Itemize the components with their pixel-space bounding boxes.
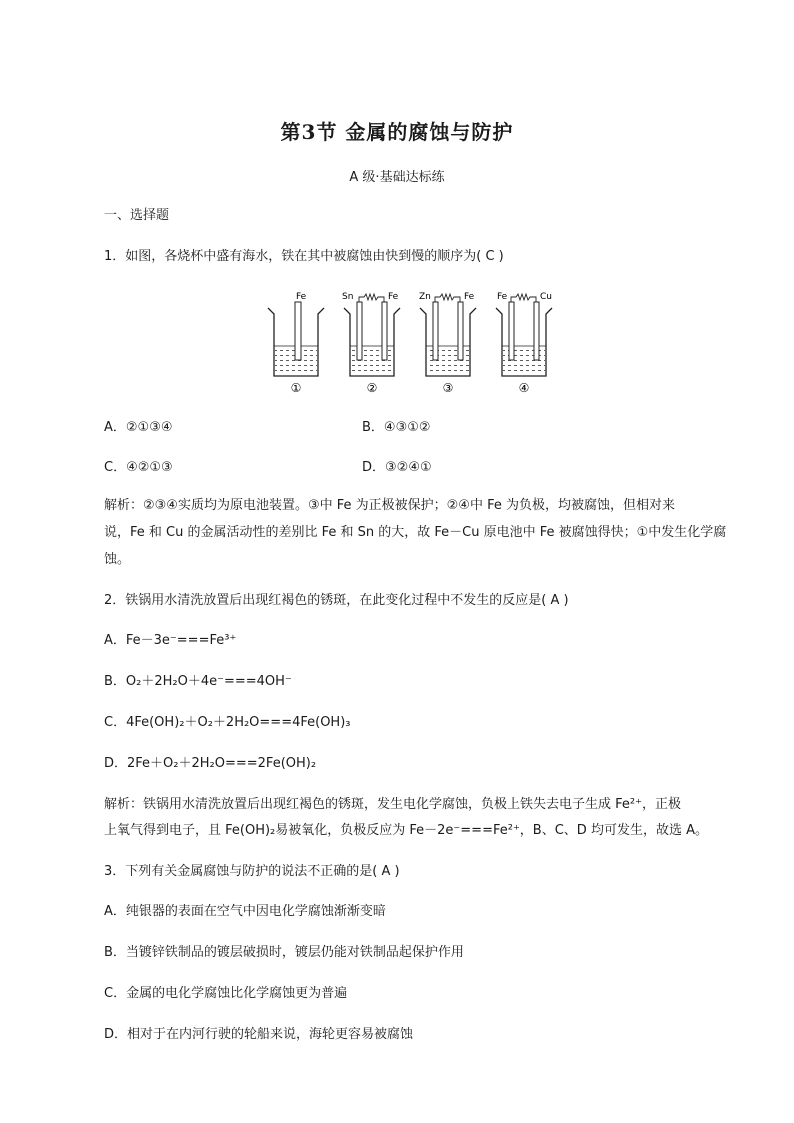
- beaker-1-number: ①: [290, 381, 302, 395]
- beaker-2: [342, 292, 400, 395]
- q1-option-a: A．②①③④: [104, 420, 173, 435]
- q3-option-c: C．金属的电化学腐蚀比化学腐蚀更为普遍: [104, 986, 348, 1001]
- section-heading: 一、选择题: [104, 208, 170, 223]
- q2-option-d: D．2Fe＋O₂＋2H₂O===2Fe(OH)₂: [104, 756, 317, 771]
- beaker-4-number: ④: [518, 381, 530, 395]
- beaker-3-number: ③: [442, 381, 454, 395]
- q3-stem: 3．下列有关金属腐蚀与防护的说法不正确的是( A ): [104, 864, 400, 879]
- q1-option-b: B．④③①②: [362, 420, 431, 435]
- q3-option-a: A．纯银器的表面在空气中因电化学腐蚀渐渐变暗: [104, 904, 386, 919]
- beaker-3: [419, 292, 476, 395]
- beaker-3-right-label: Fe: [464, 292, 475, 302]
- beaker-4-right-label: Cu: [540, 292, 552, 302]
- q2-analysis-line-2: 上氧气得到电子，且 Fe(OH)₂易被氧化，负极反应为 Fe－2e⁻===Fe²⁺，B、C、D 均可发生，故选 A。: [104, 823, 708, 838]
- q1-analysis-line-1: 解析：②③④实质均为原电池装置。③中 Fe 为正极被保护；②④中 Fe 为负极，均被腐蚀，但相对来: [104, 498, 675, 513]
- beaker-4: [496, 292, 552, 395]
- q2-option-b: B．O₂＋2H₂O＋4e⁻===4OH⁻: [104, 674, 292, 689]
- q2-stem: 2．铁锅用水清洗放置后出现红褐色的锈斑，在此变化过程中不发生的反应是( A ): [104, 593, 569, 608]
- beaker-3-left-label: Zn: [419, 292, 431, 302]
- q1-option-c: C．④②①③: [104, 460, 173, 475]
- beaker-1-left-label: Fe: [296, 292, 307, 302]
- level-heading: A 级·基础达标练: [349, 170, 445, 185]
- beaker-2-left-label: Sn: [342, 292, 354, 302]
- beaker-1: [268, 292, 324, 395]
- q2-option-a: A．Fe－3e⁻===Fe³⁺: [104, 633, 237, 648]
- q2-option-c: C．4Fe(OH)₂＋O₂＋2H₂O===4Fe(OH)₃: [104, 715, 351, 730]
- beaker-4-left-label: Fe: [497, 292, 508, 302]
- q1-beaker-figure: [262, 288, 562, 396]
- q2-analysis-line-1: 解析：铁锅用水清洗放置后出现红褐色的锈斑，发生电化学腐蚀，负极上铁失去电子生成 Fe²⁺，正极: [104, 797, 681, 812]
- beaker-2-right-label: Fe: [388, 292, 399, 302]
- q3-option-b: B．当镀锌铁制品的镀层破损时，镀层仍能对铁制品起保护作用: [104, 945, 464, 960]
- q1-analysis-line-2: 说，Fe 和 Cu 的金属活动性的差别比 Fe 和 Sn 的大，故 Fe－Cu 原电池中 Fe 被腐蚀得快；①中发生化学腐: [104, 525, 727, 540]
- q1-option-d: D．③②④①: [362, 460, 432, 475]
- beaker-2-number: ②: [366, 381, 378, 395]
- page-title: 第3节 金属的腐蚀与防护: [280, 120, 514, 144]
- q3-option-d: D．相对于在内河行驶的轮船来说，海轮更容易被腐蚀: [104, 1027, 414, 1042]
- q1-stem: 1．如图，各烧杯中盛有海水，铁在其中被腐蚀由快到慢的顺序为( C ): [104, 249, 504, 264]
- q1-analysis-line-3: 蚀。: [104, 552, 131, 567]
